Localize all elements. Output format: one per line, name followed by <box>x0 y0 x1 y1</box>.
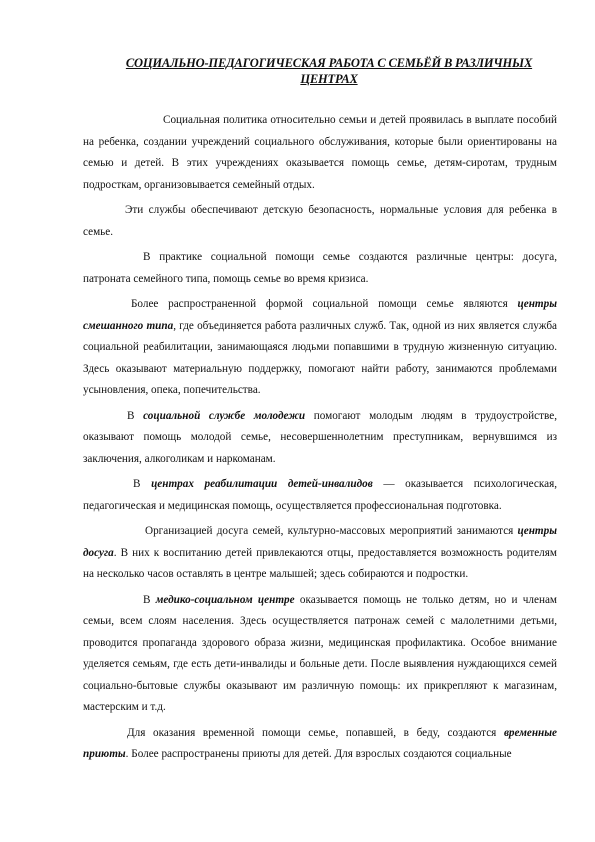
paragraph-social-policy: Социальная политика относительно семьи и детей проявилась в выплате пособий на ребенка, создании учреждений социального обслуживания, которые были ориентированы на семью и детей. В этих учреждениях оказывается помощь семье, детям-сиротам, трудным подросткам, организовывается семейный отдых. <box>83 114 557 191</box>
paragraph-text: , где объединяется работа различных служб. Так, одной из них является служба социальной реабилитации, занимающаяся людьми попавшими в трудную жизненную ситуацию. Здесь оказывают материальную поддержку, помогают найти работу, занимаются проблемами усыновления, опека, попечительства. <box>83 319 557 396</box>
paragraph-text: помогают молодым людям в трудоустройстве, оказывают помощь молодой семье, несовершеннолетним преступникам, вернувшимся из заключения, алкоголикам и наркоманам. <box>83 409 557 465</box>
paragraph-text: Организацией досуга семей, культурно-массовых мероприятий занимаются <box>145 525 518 537</box>
paragraph-temporary-shelters <box>83 723 557 766</box>
highlighted-term: центрах реабилитации детей-инвалидов <box>151 478 373 490</box>
document-title: СОЦИАЛЬНО-ПЕДАГОГИЧЕСКАЯ РАБОТА С СЕМЬЁЙ В РАЗЛИЧНЫХ ЦЕНТРАХ <box>125 56 533 86</box>
paragraph-text: оказывается помощь не только детям, но и членам семьи, всем слоям населения. Здесь осуществляется патронаж семей с малолетними детьми, проводится пропаганда здорового образа жизни, медицинская профилактика. Особое внимание уделяется семьям, где есть дети-инвалиды и больные дети. После выявления нуждающихся семей социально-бытовые службы оказывают им различную помощь: их прикрепляют к магазинам, мастерским и т.д. <box>83 593 557 713</box>
paragraph-text: . Более распространены приюты для детей. Для взрослых создаются социальные <box>125 748 512 760</box>
paragraph-text: — оказывается психологическая, педагогическая и медицинская помощь, осуществляется профессиональная подготовка. <box>83 478 558 512</box>
paragraph-youth-service <box>83 406 557 471</box>
paragraph-text: Для оказания временной помощи семье, попавшей, в беду, создаются <box>127 726 504 739</box>
paragraph-medical-social-center <box>83 590 557 719</box>
paragraph-text: В <box>143 593 156 606</box>
paragraph-leisure-centers <box>83 521 557 586</box>
paragraph-text: . В них к воспитанию детей привлекаются отцы, предоставляется возможность родителям на несколько часов оставлять в центре малышей; здесь собираются и подростки. <box>83 546 557 580</box>
paragraph-services-safety: Эти службы обеспечивают детскую безопасность, нормальные условия для ребенка в семье. <box>83 204 557 238</box>
highlighted-term: медико-социальном центре <box>155 593 295 606</box>
paragraph-rehab-centers <box>83 474 557 517</box>
highlighted-term: временные приюты <box>83 726 557 760</box>
paragraph-various-centers: В практике социальной помощи семье создаются различные центры: досуга, патроната семейного типа, помощь семье во время кризиса. <box>83 251 557 285</box>
highlighted-term: центры смешанного типа <box>83 298 557 332</box>
paragraph-text: В <box>127 409 144 422</box>
paragraph-text: Более распространенной формой социальной помощи семье являются <box>131 298 518 310</box>
paragraph-mixed-centers <box>83 294 557 402</box>
document-body <box>83 110 557 770</box>
paragraph-text: В <box>133 478 152 490</box>
highlighted-term: центры досуга <box>83 525 557 559</box>
highlighted-term: социальной службе молодежи <box>143 409 306 422</box>
